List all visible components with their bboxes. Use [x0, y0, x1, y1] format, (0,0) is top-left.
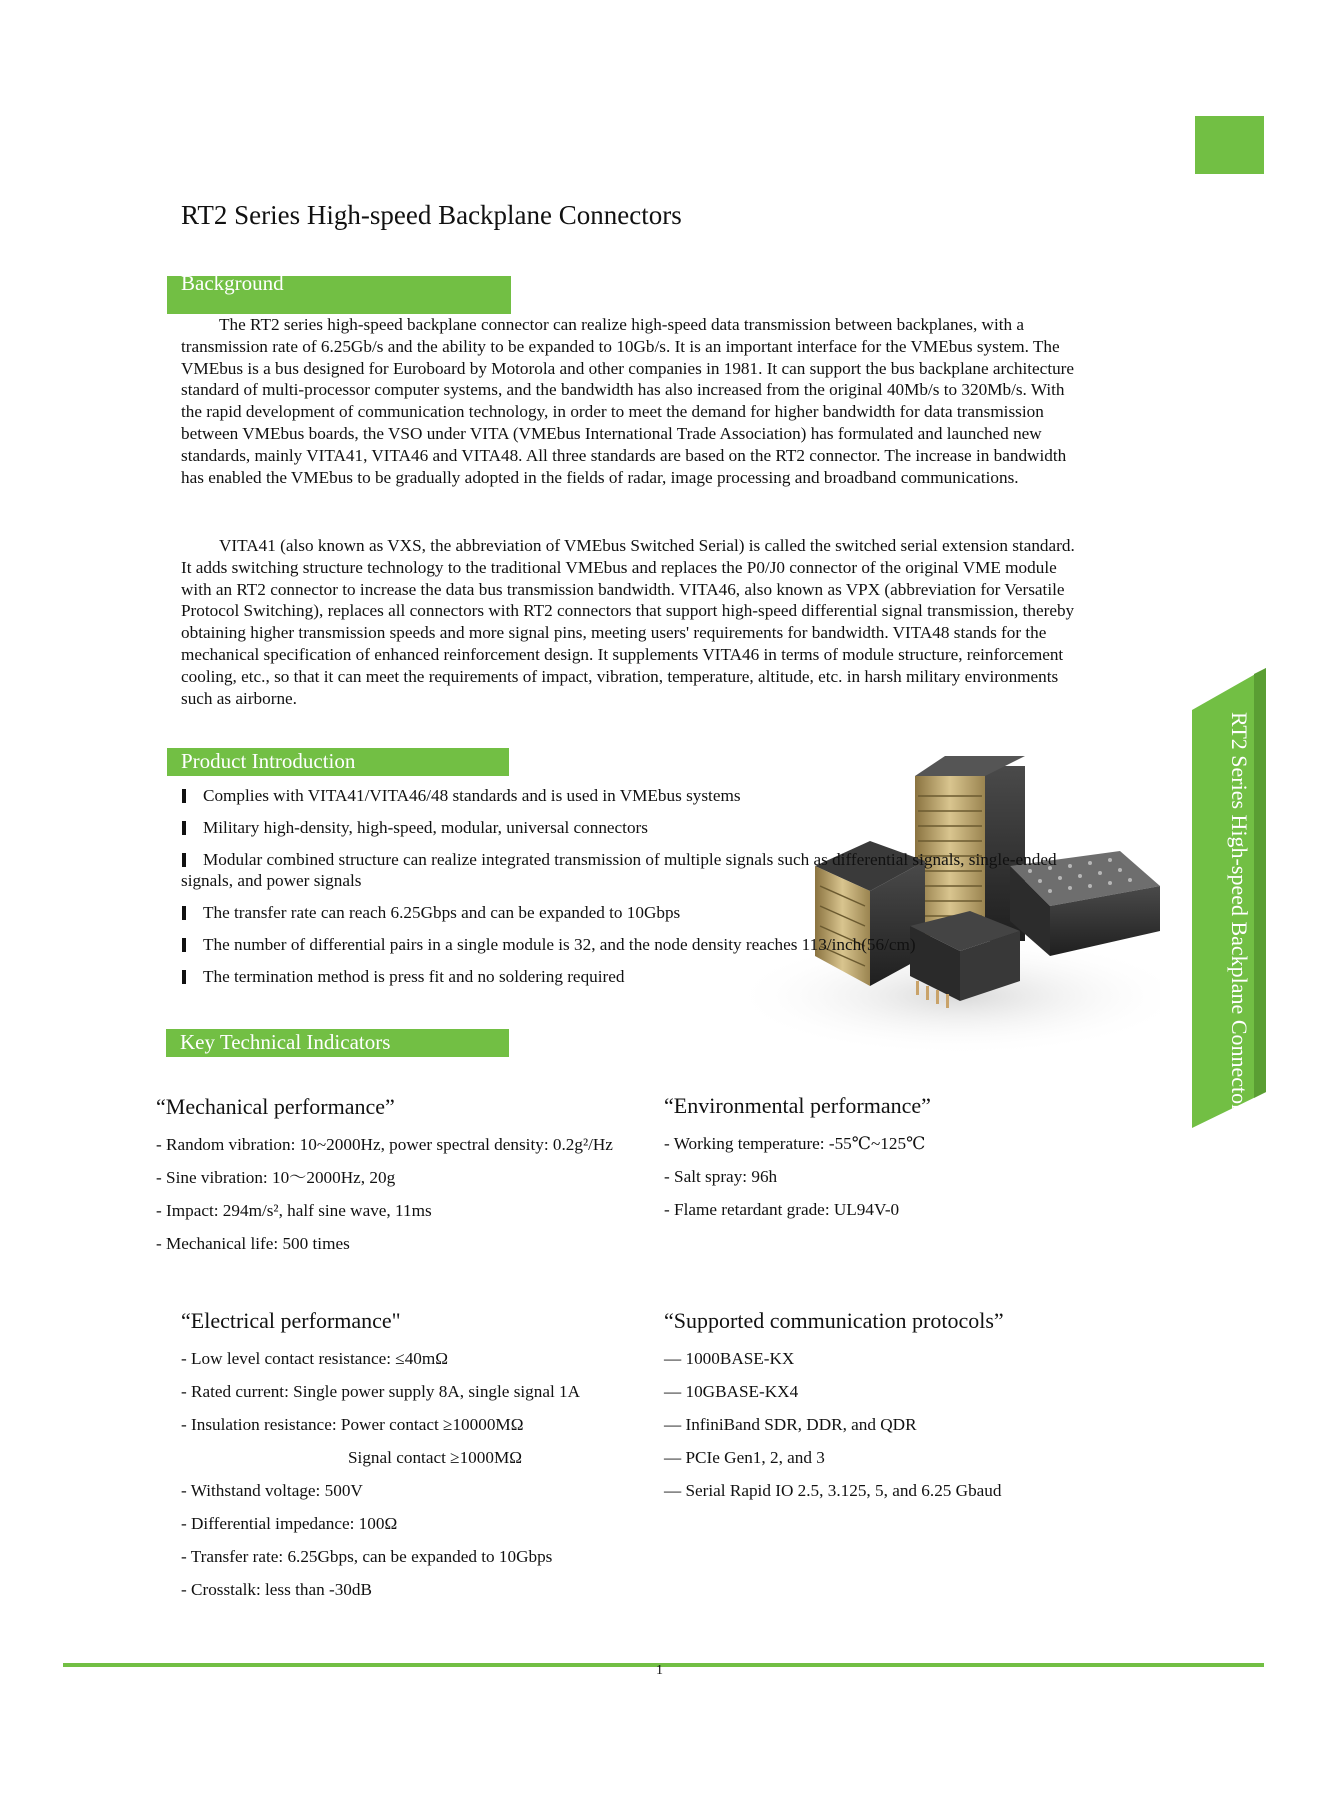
- mechanical-performance-title: “Mechanical performance”: [156, 1094, 395, 1119]
- list-item: - Sine vibration: 10～2000Hz, 20g: [156, 1168, 396, 1187]
- side-tab-label: RT2 Series High-speed Backplane Connectors: [1227, 712, 1252, 1121]
- background-paragraph-2: VITA41 (also known as VXS, the abbreviation of VMEbus Switched Serial) is called the switched serial extension standard. It adds switching structure technology to the traditional VMEbus and replaces the P0/J0 connector of the original VME module with an RT2 connector to increase the data bus transmission bandwidth. VITA46, also known as VPX (abbreviation for Versatile Protocol Switching), replaces all connectors with RT2 connectors that support high-speed differential signal transmission, thereby obtaining higher transmission speeds and more signal pins, meeting users' requirements for bandwidth. VITA48 stands for the mechanical specification of enhanced reinforcement design. It supplements VITA46 in terms of module structure, reinforcement cooling, etc., so that it can meet the requirements of impact, vibration, temperature, altitude, etc. in harsh military environments such as airborne.: [181, 536, 1075, 708]
- product-introduction-list: [181, 785, 1081, 998]
- list-item: Complies with VITA41/VITA46/48 standards and is used in VMEbus systems: [181, 785, 1081, 807]
- list-item: Military high-density, high-speed, modular, universal connectors: [181, 817, 1081, 839]
- list-item: Signal contact ≥1000MΩ: [348, 1448, 523, 1467]
- list-item: — Serial Rapid IO 2.5, 3.125, 5, and 6.25 Gbaud: [664, 1481, 1002, 1500]
- list-item: - Withstand voltage: 500V: [181, 1481, 363, 1500]
- list-item: - Flame retardant grade: UL94V-0: [664, 1200, 900, 1219]
- list-item: The transfer rate can reach 6.25Gbps and can be expanded to 10Gbps: [181, 902, 1081, 924]
- document-title: RT2 Series High-speed Backplane Connectors: [181, 200, 682, 230]
- corner-accent-tab: [1195, 116, 1264, 174]
- electrical-performance-title: “Electrical performance": [181, 1308, 401, 1333]
- bullet-marker-icon: [182, 938, 186, 952]
- list-item: - Impact: 294m/s², half sine wave, 11ms: [156, 1201, 432, 1220]
- background-heading: Background: [181, 271, 284, 295]
- list-item: - Rated current: Single power supply 8A, single signal 1A: [181, 1382, 581, 1401]
- bullet-marker-icon: [182, 970, 186, 984]
- product-introduction-heading-bar: [167, 748, 509, 776]
- communication-protocols-title: “Supported communication protocols”: [664, 1308, 1004, 1333]
- list-item: Modular combined structure can realize integrated transmission of multiple signals such as differential signals, single-ended signals, and power signals: [181, 849, 1057, 891]
- key-indicators-heading: Key Technical Indicators: [180, 1030, 391, 1054]
- page-number: 1: [656, 1663, 663, 1678]
- list-item: - Insulation resistance: Power contact ≥10000MΩ: [181, 1415, 524, 1434]
- background-paragraph-1: The RT2 series high-speed backplane connector can realize high-speed data transmission between backplanes, with a transmission rate of 6.25Gb/s and the ability to be expanded to 10Gb/s. It is an important interface for the VMEbus system. The VMEbus is a bus designed for Euroboard by Motorola and other companies in 1981. It can support the bus backplane architecture standard of multi-processor computer systems, and the bandwidth has also increased from the original 40Mb/s to 320Mb/s. With the rapid development of communication technology, in order to meet the demand for higher bandwidth for data transmission between VMEbus boards, the VSO under VITA (VMEbus International Trade Association) has formulated and launched new standards, mainly VITA41, VITA46 and VITA48. All three standards are based on the RT2 connector. The increase in bandwidth has enabled the VMEbus to be gradually adopted in the fields of radar, image processing and broadband communications.: [181, 315, 1075, 487]
- key-indicators-heading-bar: [166, 1029, 509, 1057]
- bullet-marker-icon: [182, 906, 186, 920]
- bullet-marker-icon: [182, 853, 186, 867]
- list-item: The number of differential pairs in a single module is 32, and the node density reaches 113/inch(56/cm): [181, 934, 1081, 956]
- bullet-marker-icon: [182, 821, 186, 835]
- bullet-marker-icon: [182, 789, 186, 803]
- list-item: The termination method is press fit and no soldering required: [181, 966, 1081, 988]
- communication-protocols-list: [664, 1348, 1002, 1513]
- list-item: — 1000BASE-KX: [664, 1349, 795, 1368]
- environmental-performance-list: [664, 1133, 925, 1232]
- list-item: — InfiniBand SDR, DDR, and QDR: [664, 1415, 917, 1434]
- product-introduction-heading: Product Introduction: [181, 749, 356, 773]
- list-item: - Transfer rate: 6.25Gbps, can be expanded to 10Gbps: [181, 1547, 553, 1566]
- electrical-performance-list: [181, 1348, 580, 1612]
- list-item: - Low level contact resistance: ≤40mΩ: [181, 1349, 449, 1368]
- list-item: - Crosstalk: less than -30dB: [181, 1580, 372, 1599]
- mechanical-performance-list: [156, 1134, 613, 1266]
- list-item: - Mechanical life: 500 times: [156, 1234, 350, 1253]
- list-item: - Working temperature: -55℃~125℃: [664, 1134, 926, 1153]
- list-item: - Random vibration: 10~2000Hz, power spectral density: 0.2g²/Hz: [156, 1135, 613, 1154]
- background-heading-bar: [167, 271, 511, 314]
- list-item: - Differential impedance: 100Ω: [181, 1514, 398, 1533]
- list-item: — PCIe Gen1, 2, and 3: [664, 1448, 825, 1467]
- list-item: - Salt spray: 96h: [664, 1167, 778, 1186]
- list-item: — 10GBASE-KX4: [664, 1382, 799, 1401]
- environmental-performance-title: “Environmental performance”: [664, 1093, 931, 1118]
- footer-rule: [63, 1663, 1264, 1667]
